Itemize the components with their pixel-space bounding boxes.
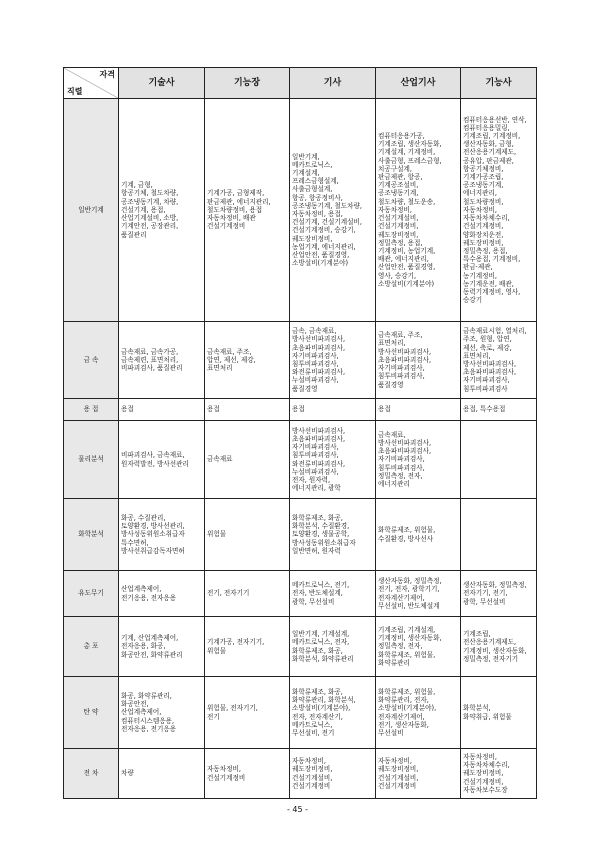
table-row: [64, 677, 537, 749]
table-cell: 화학류제조, 화공, 화학분석, 수질환경, 토양환경, 생물공학, 방사성동위원소취급자 일반면허, 원자력: [290, 499, 376, 571]
table-cell: 기계가공, 전자기기, 위험물: [205, 617, 290, 677]
table-cell: 화학류제조, 위험물, 수질환경, 방사선사: [376, 499, 461, 571]
table-row: [64, 421, 537, 499]
table-cell: 기계조립, 기계설계, 기계정비, 생산자동화, 정밀측정, 전자, 화학류제조, 위험물, 화약류관리: [376, 617, 461, 677]
table-cell: 화공, 화약류관리, 화공안전, 산업계측제어, 컴퓨터시스템응용, 전자응용, 전기응용: [119, 677, 205, 749]
header-row: [64, 68, 537, 99]
row-header: 총 포: [64, 617, 119, 677]
table-cell: 용접: [290, 399, 376, 421]
table-cell: 산업계측제어, 전기응용, 전자응용: [119, 571, 205, 617]
table-cell: 용접, 특수용접: [461, 399, 537, 421]
table-cell: 컴퓨터응용선반, 연삭, 컴퓨터응용밀링, 기계조립, 기계정비, 생산자동화, 금형, 전산응용기계제도, 공유압, 판금제관, 항공기체정비, 기계가공조립, 공조냉동기계, 에너지관리, 철도차량정비, 자동차정비, 자동차차체수리, 건설기계정비, 양화장치운전, 궤도장비정비, 정밀측정, 용접, 특수용접, 기계정비, 판금·제관, 농기계정비, 농기계운전, 배관, 동력기계정비, 영사, 승강기: [461, 99, 537, 322]
column-header: 산업기사: [376, 68, 461, 99]
table-cell: 금속재료: [205, 421, 290, 499]
corner-label-qualification: 자격: [99, 70, 115, 79]
table-cell: 자동차정비, 궤도장비정비, 건설기계설비, 건설기계정비: [290, 749, 376, 799]
row-header: 유도무기: [64, 571, 119, 617]
table-cell: 위험물, 전자기기, 전기: [205, 677, 290, 749]
table-cell: [461, 499, 537, 571]
column-header: 기능장: [205, 68, 290, 99]
table-cell: 위험물: [205, 499, 290, 571]
table-row: [64, 571, 537, 617]
table-cell: 용접: [376, 399, 461, 421]
qualification-table: [63, 67, 537, 799]
table-cell: 메카트로닉스, 전기, 전자, 반도체설계, 광학, 무선설비: [290, 571, 376, 617]
table-cell: 자동차정비, 자동차차체수리, 궤도장비정비, 건설기계정비, 자동차보수도장: [461, 749, 537, 799]
table-cell: 기계조립, 전산응용기계제도, 기계정비, 생산자동화, 정밀측정, 전자기기: [461, 617, 537, 677]
table-cell: 전기, 전자기기: [205, 571, 290, 617]
row-header: 금 속: [64, 322, 119, 399]
table-cell: 생산자동화, 정밀측정, 전자기기, 전기, 광학, 무선설비: [461, 571, 537, 617]
table-cell: 기계, 산업계측제어, 전자응용, 화공, 화공안전, 화약류관리: [119, 617, 205, 677]
table-cell: 컴퓨터응용가공, 기계조립, 생산자동화, 기계설계, 기계정비, 사출금형, 프레스금형, 치공구설계, 판금제관, 항공, 기계공조설비, 공조냉동기계, 철도차량, 철도운송, 자동차정비, 건설기계설비, 건설기계정비, 궤도장비정비, 정밀측정, 용접, 기계정비, 농업기계, 배관, 에너지관리, 산업안전, 품질경영, 영사, 승강기, 소방설비(기계분야): [376, 99, 461, 322]
page-number: - 45 -: [286, 805, 309, 814]
row-header: 전 차: [64, 749, 119, 799]
table-row: [64, 322, 537, 399]
table-cell: 일반기계, 메카트로닉스, 기계설계, 프레스금형설계, 사출금형설계, 항공, 항공정비사, 공조냉동기계, 철도차량, 자동차정비, 용접, 건설기계, 건설기계설비, 건설기계정비, 승강기, 궤도장비정비, 농업기계, 에너지관리, 산업안전, 품질경영, 소방설비(기계분야): [290, 99, 376, 322]
table-row: [64, 99, 537, 322]
table-row: [64, 499, 537, 571]
table-cell: 금속, 금속재료, 방사선비파괴검사, 초음파비파괴검사, 자기비파괴검사, 침투비파괴검사, 와전류비파괴검사, 누설비파괴검사, 품질경영: [290, 322, 376, 399]
table-cell: 화공, 수질관리, 토양환경, 방사선관리, 방사성동위원소취급자 특수면허, 방사선취급감독자면허: [119, 499, 205, 571]
row-header: 물리분석: [64, 421, 119, 499]
table-cell: 화학분석, 화약취급, 위험물: [461, 677, 537, 749]
row-header: 화학분석: [64, 499, 119, 571]
column-header: 기술사: [119, 68, 205, 99]
row-header: 일반기계: [64, 99, 119, 322]
table-cell: 화학류제조, 화공, 화약류관리, 화학분석, 소방설비(기계분야), 전자, 전자계산기, 메카트로닉스, 무선설비, 전기: [290, 677, 376, 749]
table-cell: 금속재료, 금속가공, 금속제련, 표면처리, 비파괴검사, 품질관리: [119, 322, 205, 399]
table-cell: 기계가공, 금형제작, 판금제관, 에너지관리, 철도차량정비, 용접 자동차정비, 배관 건설기계정비: [205, 99, 290, 322]
table-cell: 금속재료, 주조, 압연, 제선, 제강, 표면처리: [205, 322, 290, 399]
table-cell: 자동차정비, 궤도장비정비, 건설기계설비, 건설기계정비: [376, 749, 461, 799]
table-row: [64, 399, 537, 421]
table-cell: 방사선비파괴검사, 초음파비파괴검사, 자기비파괴검사, 침투비파괴검사, 와전류비파괴검사, 누설비파괴검사, 전자, 원자력, 에너지관리, 광학: [290, 421, 376, 499]
table-row: [64, 749, 537, 799]
table-cell: 금속재료, 주조, 표면처리, 방사선비파괴검사, 초음파비파괴검사, 자기비파괴검사, 침투비파괴검사, 품질경영: [376, 322, 461, 399]
table-cell: 화학류제조, 위험물, 화약류관리, 전자, 소방설비(기계분야), 전자계산기제어, 전기, 생산자동화, 무선설비: [376, 677, 461, 749]
column-header: 기능사: [461, 68, 537, 99]
table-row: [64, 617, 537, 677]
row-header: 탄 약: [64, 677, 119, 749]
table-cell: 금속재료, 방사선비파괴검사, 초음파비파괴검사, 자기비파괴검사, 침투비파괴검사, 정밀측정, 전자, 에너지관리: [376, 421, 461, 499]
table-cell: 자동차정비, 건설기계정비: [205, 749, 290, 799]
column-header: 기사: [290, 68, 376, 99]
table-cell: 금속재료시험, 열처리, 주조, 원형, 압연, 제선, 축로, 제강, 표면처리, 방사선비파괴검사, 초음파비파괴검사, 자기비파괴검사, 침투비파괴검사: [461, 322, 537, 399]
table-cell: [461, 421, 537, 499]
table-cell: 기계, 금형, 항공기체, 철도차량, 공조냉동기계, 차량, 건설기계, 용접, 산업기계설비, 소방, 기계안전, 공장관리, 품질관리: [119, 99, 205, 322]
table-cell: 용접: [205, 399, 290, 421]
corner-cell: [64, 68, 119, 99]
table-cell: 차량: [119, 749, 205, 799]
row-header: 용 접: [64, 399, 119, 421]
table-cell: 용접: [119, 399, 205, 421]
table-cell: 일반기계, 기계설계, 메카트로닉스, 전자, 화학류제조, 화공, 화학분석, 화약류관리: [290, 617, 376, 677]
table-cell: 비파괴검사, 금속재료, 원자력발전, 방사선관리: [119, 421, 205, 499]
table-cell: 생산자동화, 정밀측정, 전기, 전자, 광학기기, 전자계산기제어, 무선설비, 반도체설계: [376, 571, 461, 617]
corner-label-series: 직렬: [67, 86, 83, 96]
